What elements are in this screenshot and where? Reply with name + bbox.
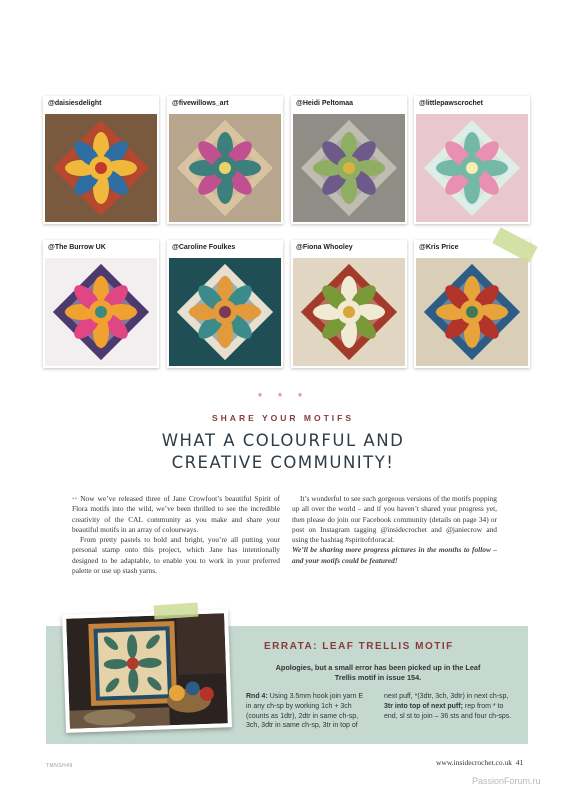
motif-photo [45,258,157,366]
crochet-motif-illustration [45,114,157,222]
footer-url [436,758,523,767]
crochet-motif-illustration [416,114,528,222]
photo-handle: @The Burrow UK [48,244,106,251]
errata-title: ERRATA: LEAF TRELLIS MOTIF [264,641,454,652]
errata-correction-col1 [246,692,370,731]
article-left-column [72,494,280,576]
title-line-2: CREATIVE COMMUNITY! [171,453,395,472]
section-kicker: SHARE YOUR MOTIFS [212,413,354,423]
article-paragraph [72,494,280,535]
photo-handle: @Kris Price [419,244,459,251]
photo-handle: @littlepawscrochet [419,100,484,107]
crochet-motif-illustration [293,258,405,366]
crochet-motif-illustration [169,114,281,222]
paragraph-marker: •• [72,494,78,503]
paragraph-text: Now we’ve released three of Jane Crowfoot’s beautiful Spirit of Flora motifs into the wild, we’ve been thrilled to see the incredible creativity of the CAL community as you make and share your beautiful motifs in an array of colourways. [72,494,280,534]
photo-card [43,240,159,368]
photo-card [414,240,530,368]
article-paragraph: It’s wonderful to see such gorgeous versions of the motifs popping up all over the world – and if you haven’t shared your progress yet, then please do join our Facebook community (details on page 34) or post on Instagram tagging @insidecrochet and @janiecrow and using the hashtag #spiritofrloracal. [292,494,497,545]
motif-photo [293,258,405,366]
motif-photo [416,258,528,366]
photo-card [167,240,283,368]
article-right-column [292,494,497,566]
correction-text: next puff, *(3dtr, 3ch, 3dtr) in next ch-sp, [384,693,509,700]
crochet-motif-illustration [293,114,405,222]
leaf-trellis-photo [66,613,228,728]
watermark: PassionForum.ru [472,776,541,786]
motif-photo [293,114,405,222]
crochet-motif-illustration [169,258,281,366]
footer-code: TMNSH49 [46,763,73,769]
article-paragraph: From pretty pastels to bold and bright, you’re all putting your personal stamp onto this project, which Jane has intentionally designed to be adaptable, to enable you to work in your preferred palette or use up stash yarns. [72,535,280,576]
motif-photo [169,258,281,366]
site-url: www.insidecrochet.co.uk [436,758,512,767]
page-number: 41 [515,758,524,767]
page-title [0,430,566,474]
round-label: Rnd 4: [246,693,268,700]
photo-card [291,96,407,224]
photo-handle: @Fiona Whooley [296,244,353,251]
title-line-1: WHAT A COLOURFUL AND [161,431,405,450]
photo-card [167,96,283,224]
crochet-motif-illustration [45,258,157,366]
correction-highlight: 3tr into top of next puff; [384,702,463,710]
featured-note: We’ll be sharing more progress pictures in the months to follow – and your motifs could be featured! [292,545,497,565]
motif-photo [45,114,157,222]
errata-correction-col2 [384,692,516,721]
photo-handle: @Caroline Foulkes [172,244,236,251]
photo-card [291,240,407,368]
correction-text: rep from * to end, sl st to join – 36 sts and four ch-sps. [384,702,512,720]
errata-photo [62,609,232,733]
photo-card [43,96,159,224]
photo-handle: @fivewillows_art [172,100,229,107]
decorative-stars: * * * [257,390,309,404]
crochet-motif-illustration [416,258,528,366]
motif-photo [416,114,528,222]
motif-photo [169,114,281,222]
photo-handle: @daisiesdelight [48,100,102,107]
errata-intro: Apologies, but a small error has been picked up in the Leaf Trellis motif in issue 154. [275,663,481,682]
correction-text: Using 3.5mm hook join yarn E in any ch-sp by working 1ch + 3ch (counts as 1dtr), 2dtr in same ch-sp, 3ch, 3dtr in same ch-sp, 3tr in top of [246,693,364,730]
photo-card [414,96,530,224]
photo-handle: @Heidi Peltomaa [296,100,354,107]
